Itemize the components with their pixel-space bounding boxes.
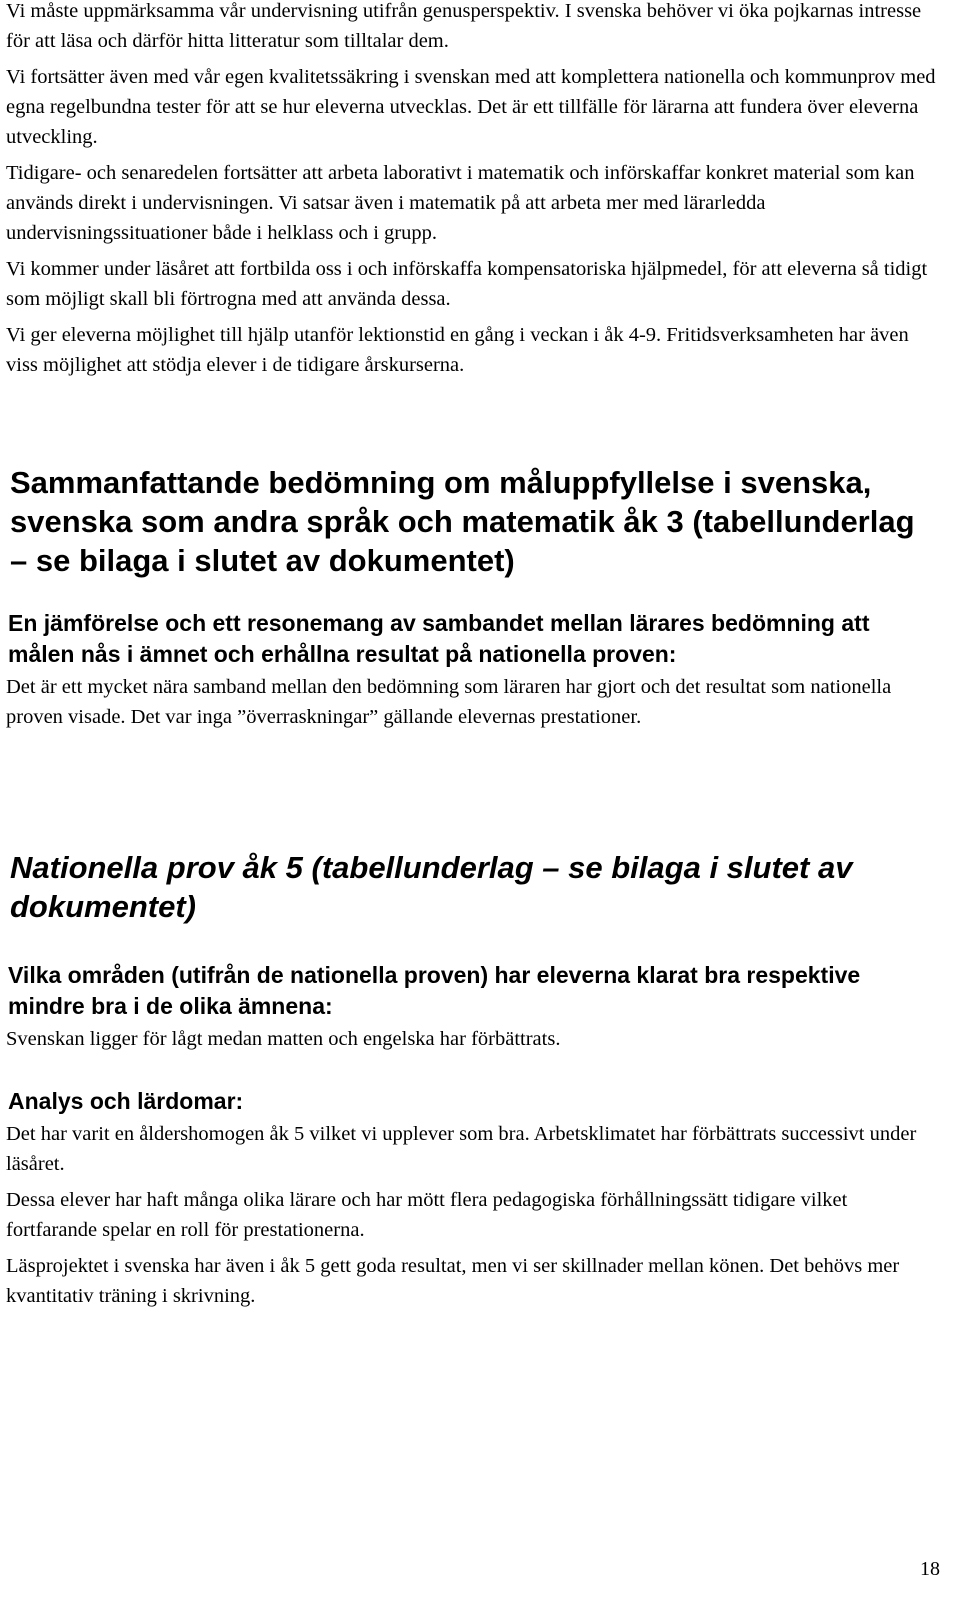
paragraph-samband: Det är ett mycket nära samband mellan den bedömning som läraren har gjort och det resultat som nationella proven visade. Det var inga ”överraskningar” gällande elevernas prestationer. <box>6 676 892 728</box>
paragraph-lasprojekt: Läsprojektet i svenska har även i åk 5 gett goda resultat, men vi ser skillnader mellan könen. Det behövs mer kvantitativ träning i skrivning. <box>6 1255 900 1307</box>
paragraph-genus: Vi måste uppmärksamma vår undervisning utifrån genusperspektiv. I svenska behöver vi öka pojkarnas intresse för att läsa och därför hitta litteratur som tilltalar dem. <box>6 0 922 52</box>
intro-section <box>6 0 936 386</box>
paragraph-larare: Dessa elever har haft många olika lärare och har mött flera pedagogiska förhållningssätt tidigare vilket fortfarande spelar en roll för prestationerna. <box>6 1189 848 1241</box>
paragraph-matematik: Tidigare- och senaredelen fortsätter att arbeta laborativt i matematik och införskaffar konkret material som kan används direkt i undervisningen. Vi satsar även i matematik på att arbeta mer med lärarledda undervisningssituationer både i helklass och i grupp. <box>6 162 915 244</box>
section-summary-ak3 <box>6 463 936 738</box>
section-heading-ak5: Nationella prov åk 5 (tabellunderlag – se bilaga i slutet av dokumentet) <box>10 850 853 924</box>
subheading-comparison: En jämförelse och ett resonemang av sambandet mellan lärares bedömning att målen nås i ämnet och erhållna resultat på nationella proven: <box>8 610 870 667</box>
subheading-omraden: Vilka områden (utifrån de nationella proven) har eleverna klarat bra respektive mindre bra i de olika ämnena: <box>8 962 861 1019</box>
section-nationella-prov-ak5 <box>6 848 936 1317</box>
subheading-analys: Analys och lärdomar: <box>8 1088 244 1114</box>
paragraph-lektionstid: Vi ger eleverna möjlighet till hjälp utanför lektionstid en gång i veckan i åk 4-9. Fritidsverksamheten har även viss möjlighet att stödja elever i de tidigare årskurserna. <box>6 324 909 376</box>
paragraph-kvalitetssakring: Vi fortsätter även med vår egen kvalitetssäkring i svenskan med att komplettera nationella och kommunprov med egna regelbundna tester för att se hur eleverna utvecklas. Det är ett tillfälle för lärarna att fundera över eleverna utveckling. <box>6 66 936 148</box>
paragraph-aldershomogen: Det har varit en åldershomogen åk 5 vilket vi upplever som bra. Arbetsklimatet har förbättrats successivt under läsåret. <box>6 1123 917 1175</box>
paragraph-svenskan: Svenskan ligger för lågt medan matten och engelska har förbättrats. <box>6 1028 561 1050</box>
section-heading-ak3: Sammanfattande bedömning om måluppfyllelse i svenska, svenska som andra språk och matematik åk 3 (tabellunderlag – se bilaga i slutet av dokumentet) <box>10 465 915 578</box>
page-number: 18 <box>920 1558 940 1580</box>
paragraph-hjalpmedel: Vi kommer under läsåret att fortbilda oss i och införskaffa kompensatoriska hjälpmedel, för att eleverna så tidigt som möjligt skall bli förtrogna med att använda dessa. <box>6 258 928 310</box>
